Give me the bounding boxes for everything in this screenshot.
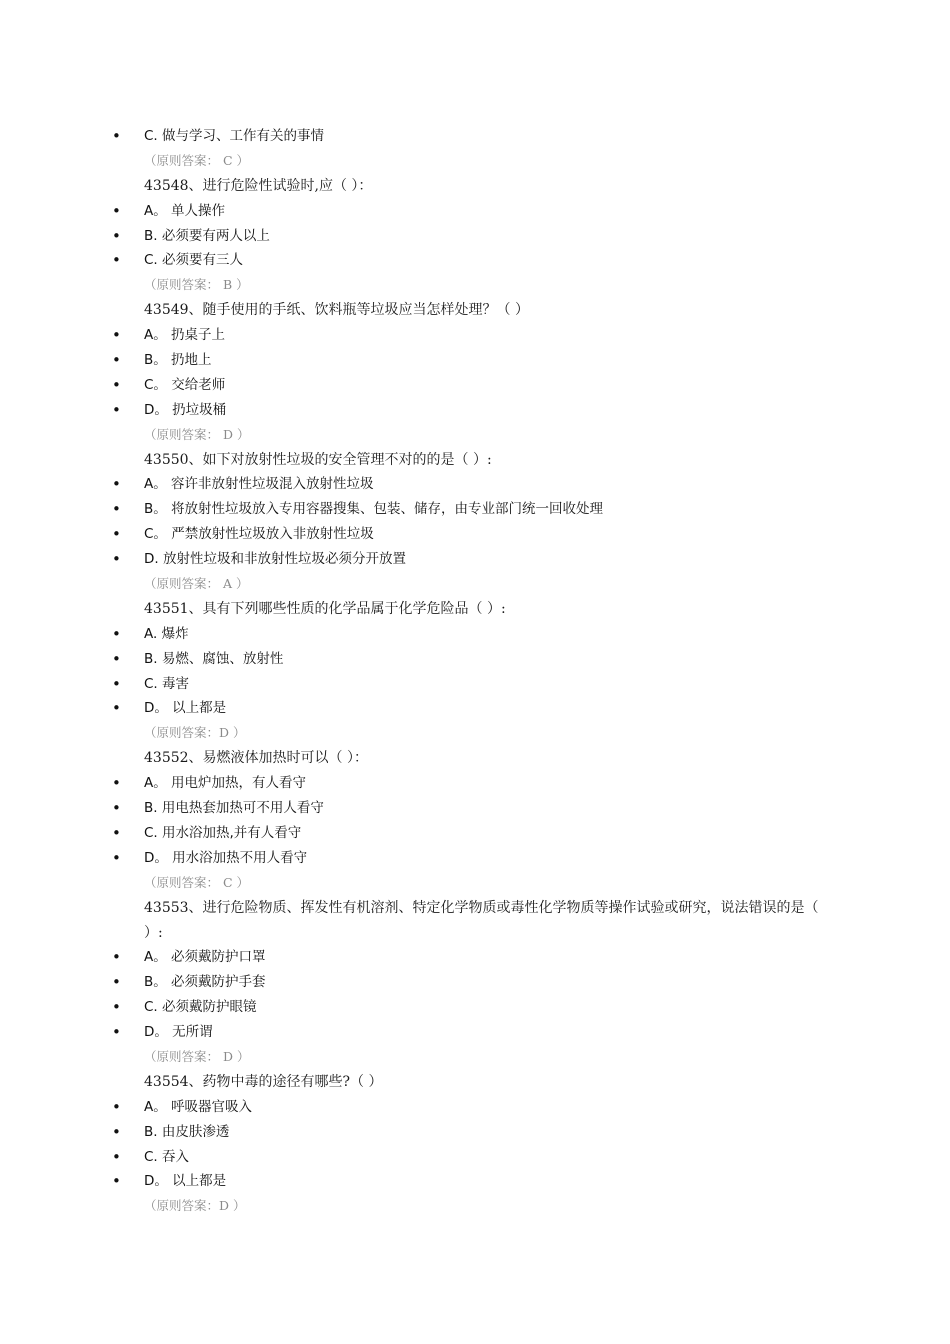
option-text: B. 由皮肤渗透 [144, 1123, 230, 1140]
option-item [0, 1120, 950, 1145]
option-text: A。 呼吸器官吸入 [144, 1098, 253, 1115]
question-text: 43550、如下对放射性垃圾的安全管理不对的的是（ ）: [144, 451, 492, 468]
option-item [0, 348, 950, 373]
option-item [0, 124, 950, 149]
option-text: D。 扔垃圾桶 [144, 401, 227, 418]
option-item [0, 398, 950, 423]
standard-answer: （原则答案：D ） [144, 1198, 246, 1214]
question-text: 43548、进行危险性试验时,应（ ）： [144, 177, 373, 194]
bullet-dot-icon: • [112, 1097, 121, 1116]
bullet-dot-icon: • [112, 1147, 121, 1166]
option-item [0, 547, 950, 572]
question-text: 43554、药物中毒的途径有哪些?（ ） [144, 1073, 383, 1090]
bullet-dot-icon: • [112, 973, 121, 992]
option-item [0, 497, 950, 522]
bullet-dot-icon: • [112, 201, 121, 220]
bullet-dot-icon: • [112, 948, 121, 967]
option-item [0, 945, 950, 970]
option-text: D. 放射性垃圾和非放射性垃圾必须分开放置 [144, 551, 406, 568]
option-text: A. 爆炸 [144, 625, 189, 642]
bullet-dot-icon: • [112, 375, 121, 394]
standard-answer: （原则答案： A ） [144, 576, 249, 592]
option-text: D。 用水浴加热不用人看守 [144, 849, 308, 866]
bullet-dot-icon: • [112, 624, 121, 643]
option-text: B。 将放射性垃圾放入专用容器搜集、包装、储存，由专业部门统一回收处理 [144, 501, 604, 518]
bullet-dot-icon: • [112, 226, 121, 245]
option-item [0, 1145, 950, 1170]
standard-answer: （原则答案： D ） [144, 1048, 250, 1064]
option-text: A。 必须戴防护口罩 [144, 949, 266, 966]
standard-answer: （原则答案： B ） [144, 277, 249, 293]
option-text: D。 无所谓 [144, 1024, 213, 1041]
option-item [0, 323, 950, 348]
bullet-dot-icon: • [112, 550, 121, 569]
option-item [0, 199, 950, 224]
option-item [0, 224, 950, 249]
bullet-dot-icon: • [112, 251, 121, 270]
bullet-dot-icon: • [112, 525, 121, 544]
option-item [0, 1095, 950, 1120]
option-item [0, 522, 950, 547]
option-text: C。 严禁放射性垃圾放入非放射性垃圾 [144, 526, 374, 543]
bullet-dot-icon: • [112, 848, 121, 867]
standard-answer: （原则答案：D ） [144, 725, 246, 741]
option-text: A。 单人操作 [144, 202, 226, 219]
option-item [0, 1169, 950, 1194]
bullet-dot-icon: • [112, 998, 121, 1017]
standard-answer: （原则答案： D ） [144, 426, 250, 442]
option-text: A。 扔桌子上 [144, 327, 226, 344]
document-page [0, 124, 950, 1219]
standard-answer: （原则答案： C ） [144, 152, 250, 168]
option-text: B。 必须戴防护手套 [144, 974, 266, 991]
option-item [0, 622, 950, 647]
option-text: A。 用电炉加热，有人看守 [144, 775, 307, 792]
bullet-dot-icon: • [112, 823, 121, 842]
option-item [0, 821, 950, 846]
bullet-dot-icon: • [112, 1023, 121, 1042]
question-text: 43553、进行危险物质、挥发性有机溶剂、特定化学物质或毒性化学物质等操作试验或研究，说法错误的是（ ）: [144, 899, 819, 941]
bullet-dot-icon: • [112, 500, 121, 519]
bullet-dot-icon: • [112, 699, 121, 718]
option-item [0, 647, 950, 672]
bullet-dot-icon: • [112, 799, 121, 818]
option-text: D。 以上都是 [144, 700, 227, 717]
option-text: C. 毒害 [144, 675, 190, 692]
option-item [0, 696, 950, 721]
bullet-dot-icon: • [112, 1122, 121, 1141]
bullet-dot-icon: • [112, 649, 121, 668]
option-text: B. 必须要有两人以上 [144, 227, 270, 244]
bullet-dot-icon: • [112, 774, 121, 793]
option-item [0, 472, 950, 497]
standard-answer: （原则答案： C ） [144, 874, 250, 890]
option-item [0, 248, 950, 273]
option-text: C。 交给老师 [144, 376, 226, 393]
bullet-dot-icon: • [112, 400, 121, 419]
option-item [0, 771, 950, 796]
option-text: B。 扔地上 [144, 352, 212, 369]
option-item [0, 373, 950, 398]
bullet-dot-icon: • [112, 127, 121, 145]
option-item [0, 796, 950, 821]
bullet-dot-icon: • [112, 475, 121, 494]
question-text: 43552、易燃液体加热时可以（ ）： [144, 750, 368, 767]
question-text: 43551、具有下列哪些性质的化学品属于化学危险品（ ）: [144, 600, 506, 617]
option-text: C. 必须戴防护眼镜 [144, 999, 257, 1016]
bullet-dot-icon: • [112, 351, 121, 370]
bullet-dot-icon: • [112, 674, 121, 693]
option-text: A。 容许非放射性垃圾混入放射性垃圾 [144, 476, 374, 493]
option-text: C. 做与学习、工作有关的事情 [144, 128, 325, 144]
option-text: C. 吞入 [144, 1148, 190, 1165]
option-text: B. 用电热套加热可不用人看守 [144, 800, 324, 817]
bullet-dot-icon: • [112, 326, 121, 345]
option-text: C. 用水浴加热,并有人看守 [144, 824, 302, 841]
bullet-dot-icon: • [112, 1172, 121, 1191]
question-text: 43549、随手使用的手纸、饮料瓶等垃圾应当怎样处理？（ ） [144, 302, 529, 319]
option-text: C. 必须要有三人 [144, 252, 244, 269]
option-item [0, 1020, 950, 1045]
option-item [0, 970, 950, 995]
option-text: D。 以上都是 [144, 1173, 227, 1190]
option-item [0, 672, 950, 697]
option-item [0, 846, 950, 871]
option-text: B. 易燃、腐蚀、放射性 [144, 650, 284, 667]
option-item [0, 995, 950, 1020]
